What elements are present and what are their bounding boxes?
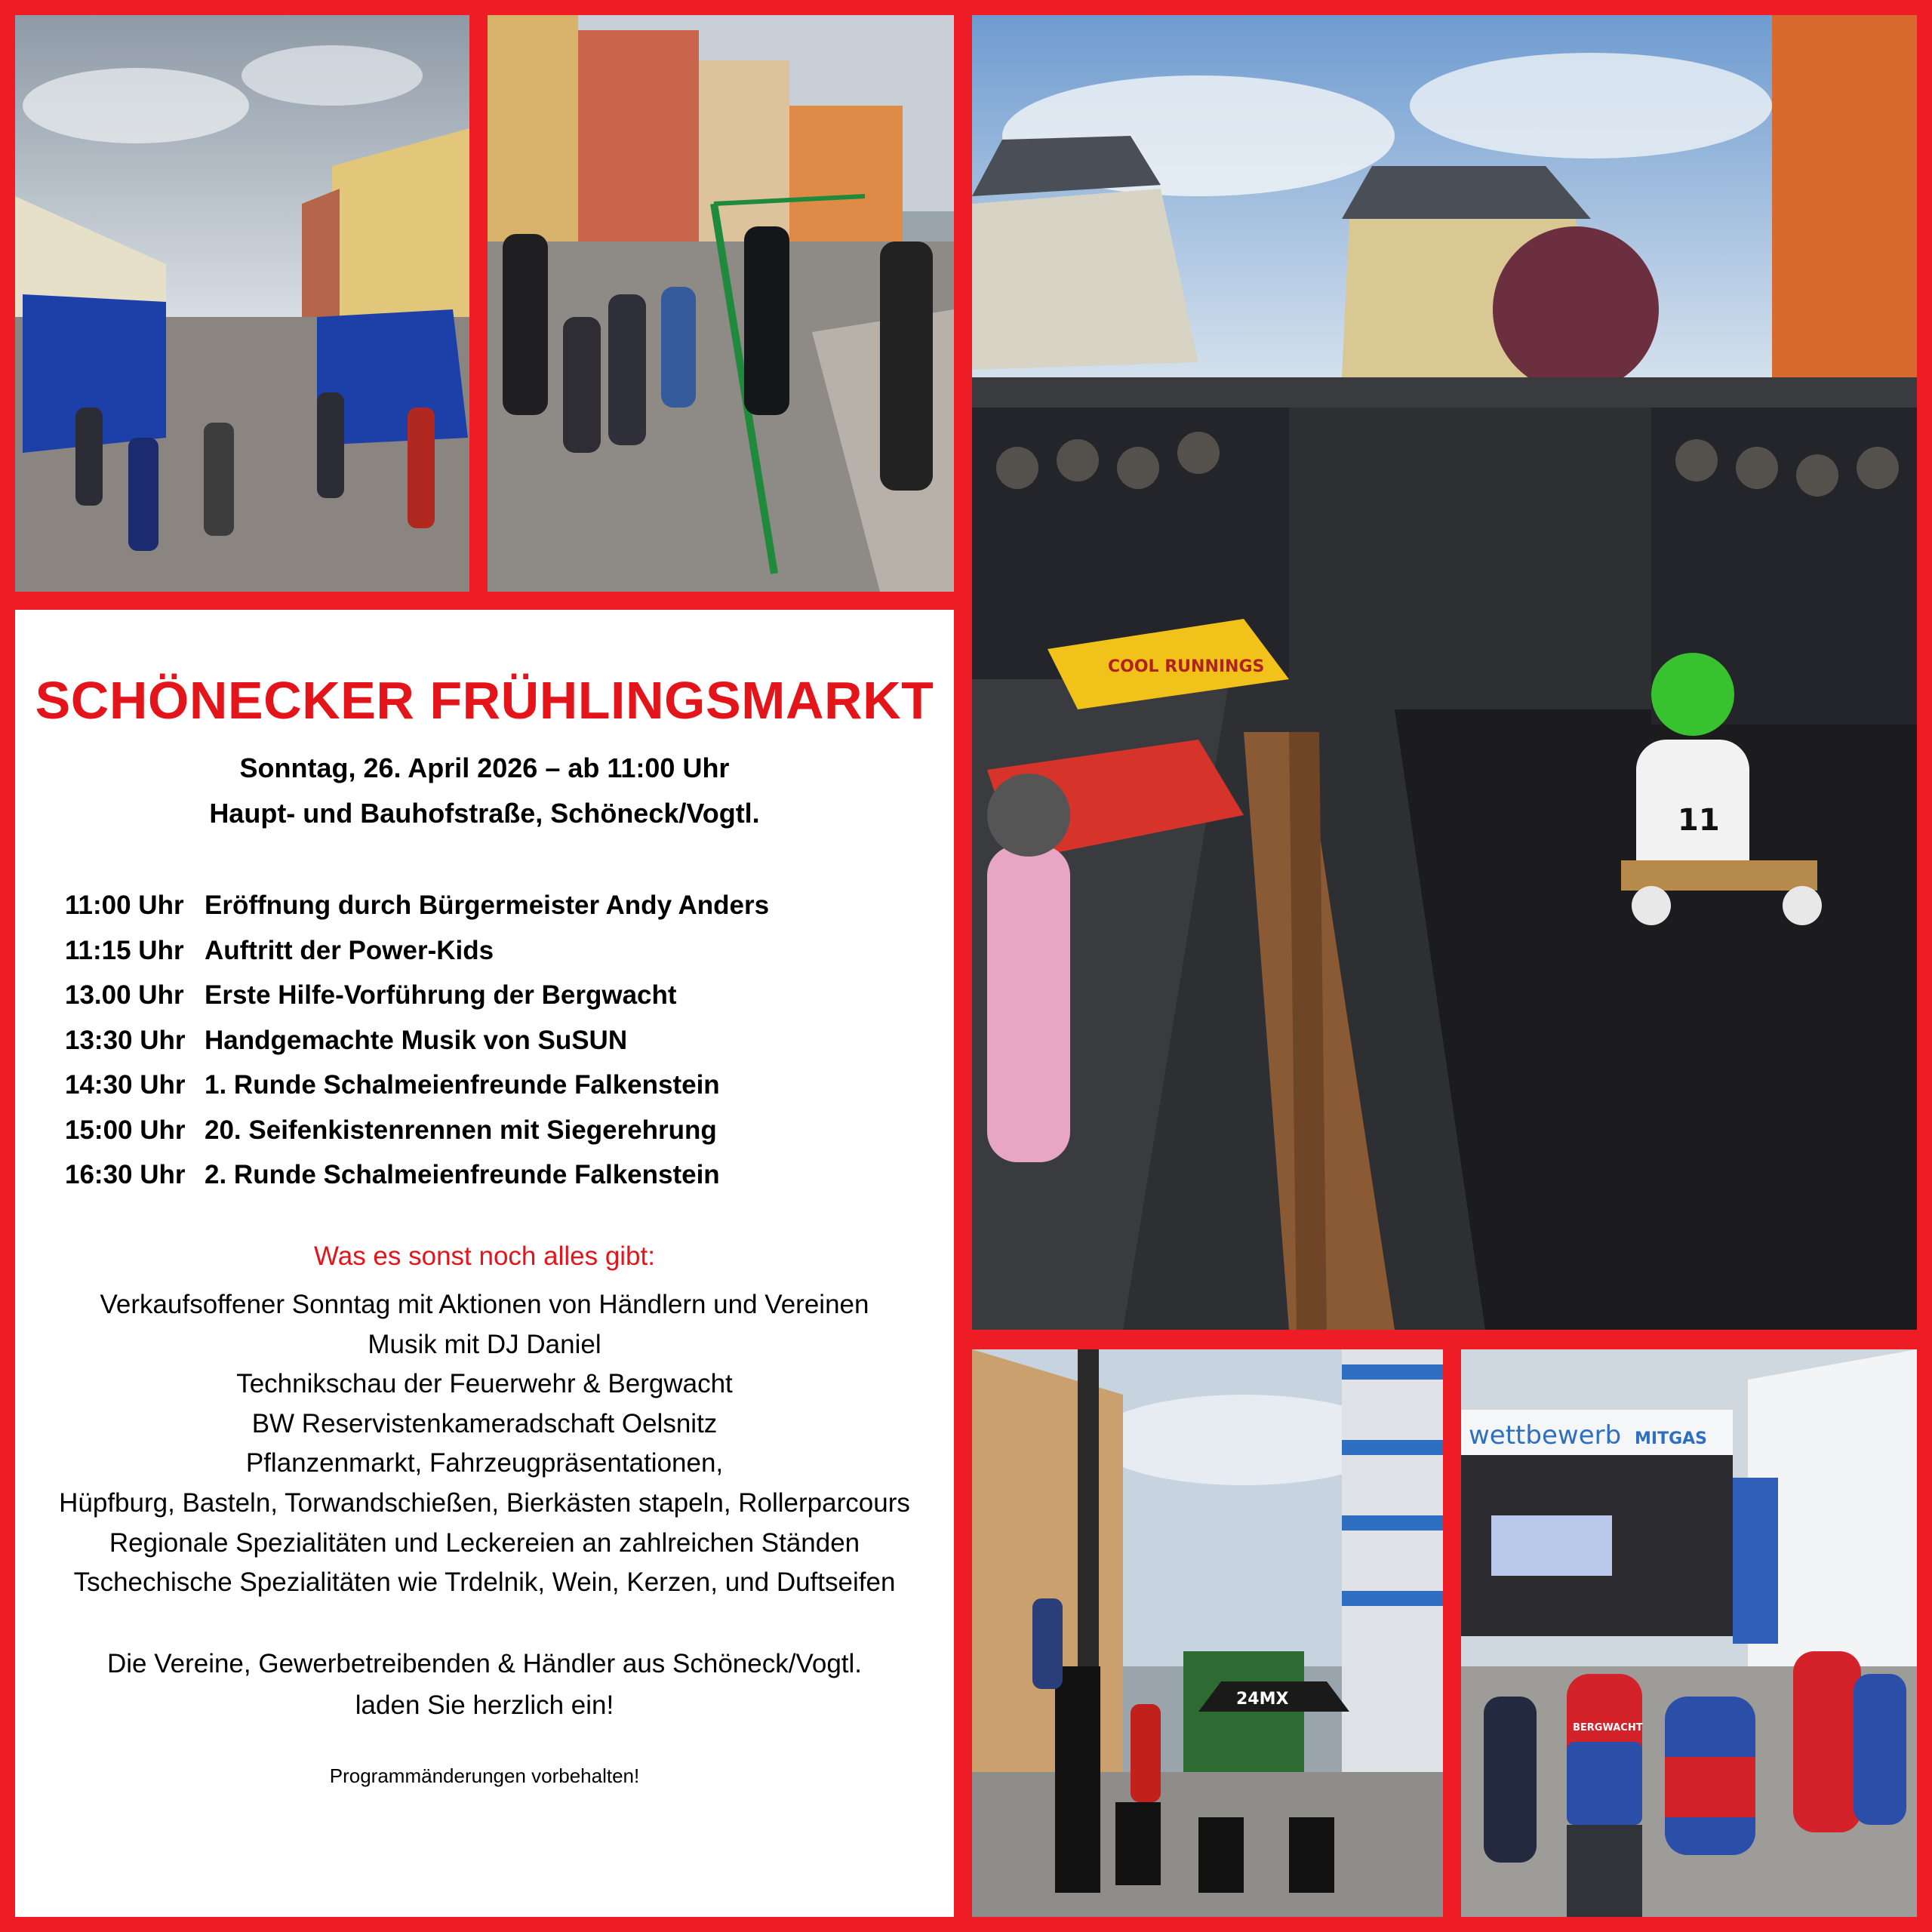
- schedule-event: 1. Runde Schalmeienfreunde Falkenstein: [205, 1070, 720, 1100]
- closing-line: Die Vereine, Gewerbetreibenden & Händler aus Schöneck/Vogtl.: [106, 1649, 863, 1678]
- schedule-event: Handgemachte Musik von SuSUN: [205, 1025, 628, 1055]
- extras-item: Regionale Spezialitäten und Leckereien an zahlreichen Ständen: [109, 1527, 860, 1558]
- schedule-time: 14:30 Uhr: [65, 1070, 186, 1100]
- schedule-row: [65, 1018, 769, 1063]
- schedule-time: 11:00 Uhr: [65, 891, 184, 920]
- schedule-time: 13.00 Uhr: [65, 980, 184, 1010]
- extras-heading: Was es sonst noch alles gibt:: [314, 1241, 655, 1271]
- program-note: Programmänderungen vorbehalten!: [329, 1764, 640, 1787]
- stage-sponsor-text: MITGAS: [1635, 1429, 1708, 1448]
- schedule-row: [65, 1108, 769, 1153]
- extras-item: Tschechische Spezialitäten wie Trdelnik, Wein, Kerzen, und Duftseifen: [73, 1567, 896, 1598]
- extras-item: Musik mit DJ Daniel: [368, 1329, 601, 1359]
- photo-children-game: [488, 15, 954, 592]
- schedule-time: 16:30 Uhr: [65, 1160, 186, 1189]
- schedule-event: Erste Hilfe-Vorführung der Bergwacht: [205, 980, 677, 1010]
- extras-item: Verkaufsoffener Sonntag mit Aktionen von Händlern und Vereinen: [100, 1290, 869, 1319]
- extras-item: BW Reservistenkameradschaft Oelsnitz: [251, 1408, 718, 1438]
- extras-item: Technikschau der Feuerwehr & Bergwacht: [236, 1369, 733, 1399]
- photo-crate-stacking: [972, 1349, 1443, 1917]
- photo-bergwacht-stage: [1461, 1349, 1917, 1917]
- schedule-list: [65, 883, 769, 1198]
- schedule-time: 11:15 Uhr: [65, 935, 184, 965]
- event-date: Sonntag, 26. April 2026 – ab 11:00 Uhr: [239, 752, 730, 783]
- schedule-event: 20. Seifenkistenrennen mit Siegerehrung: [205, 1115, 717, 1145]
- jacket-print-text: BERGWACHT: [1573, 1722, 1643, 1734]
- schedule-row: [65, 928, 769, 974]
- schedule-event: Eröffnung durch Bürgermeister Andy Anders: [205, 891, 770, 920]
- bib-number-text: 11: [1678, 803, 1720, 838]
- schedule-event: 2. Runde Schalmeienfreunde Falkenstein: [205, 1160, 720, 1189]
- stage-banner-text: wettbewerb: [1469, 1420, 1622, 1451]
- schedule-row: [65, 1152, 769, 1198]
- closing-invitation: [15, 1643, 954, 1726]
- event-location: Haupt- und Bauhofstraße, Schöneck/Vogtl.: [209, 798, 760, 829]
- schedule-time: 15:00 Uhr: [65, 1115, 186, 1145]
- photo-soapbox-race: [972, 15, 1917, 1330]
- extras-item: Hüpfburg, Basteln, Torwandschießen, Bierkästen stapeln, Rollerparcours: [59, 1487, 910, 1518]
- schedule-row: [65, 883, 769, 928]
- soapbox-banner-text: COOL RUNNINGS: [1108, 657, 1265, 676]
- schedule-time: 13:30 Uhr: [65, 1025, 186, 1055]
- schedule-event: Auftritt der Power-Kids: [205, 935, 494, 965]
- page-title: SCHÖNECKER FRÜHLINGSMARKT: [35, 671, 934, 730]
- tent-brand-text: 24MX: [1236, 1690, 1289, 1709]
- schedule-row: [65, 973, 769, 1018]
- closing-line: laden Sie herzlich ein!: [355, 1690, 614, 1720]
- extras-item: Pflanzenmarkt, Fahrzeugpräsentationen,: [245, 1448, 724, 1478]
- schedule-row: [65, 1063, 769, 1108]
- extras-list: [15, 1285, 954, 1603]
- photo-street-market: [15, 15, 469, 592]
